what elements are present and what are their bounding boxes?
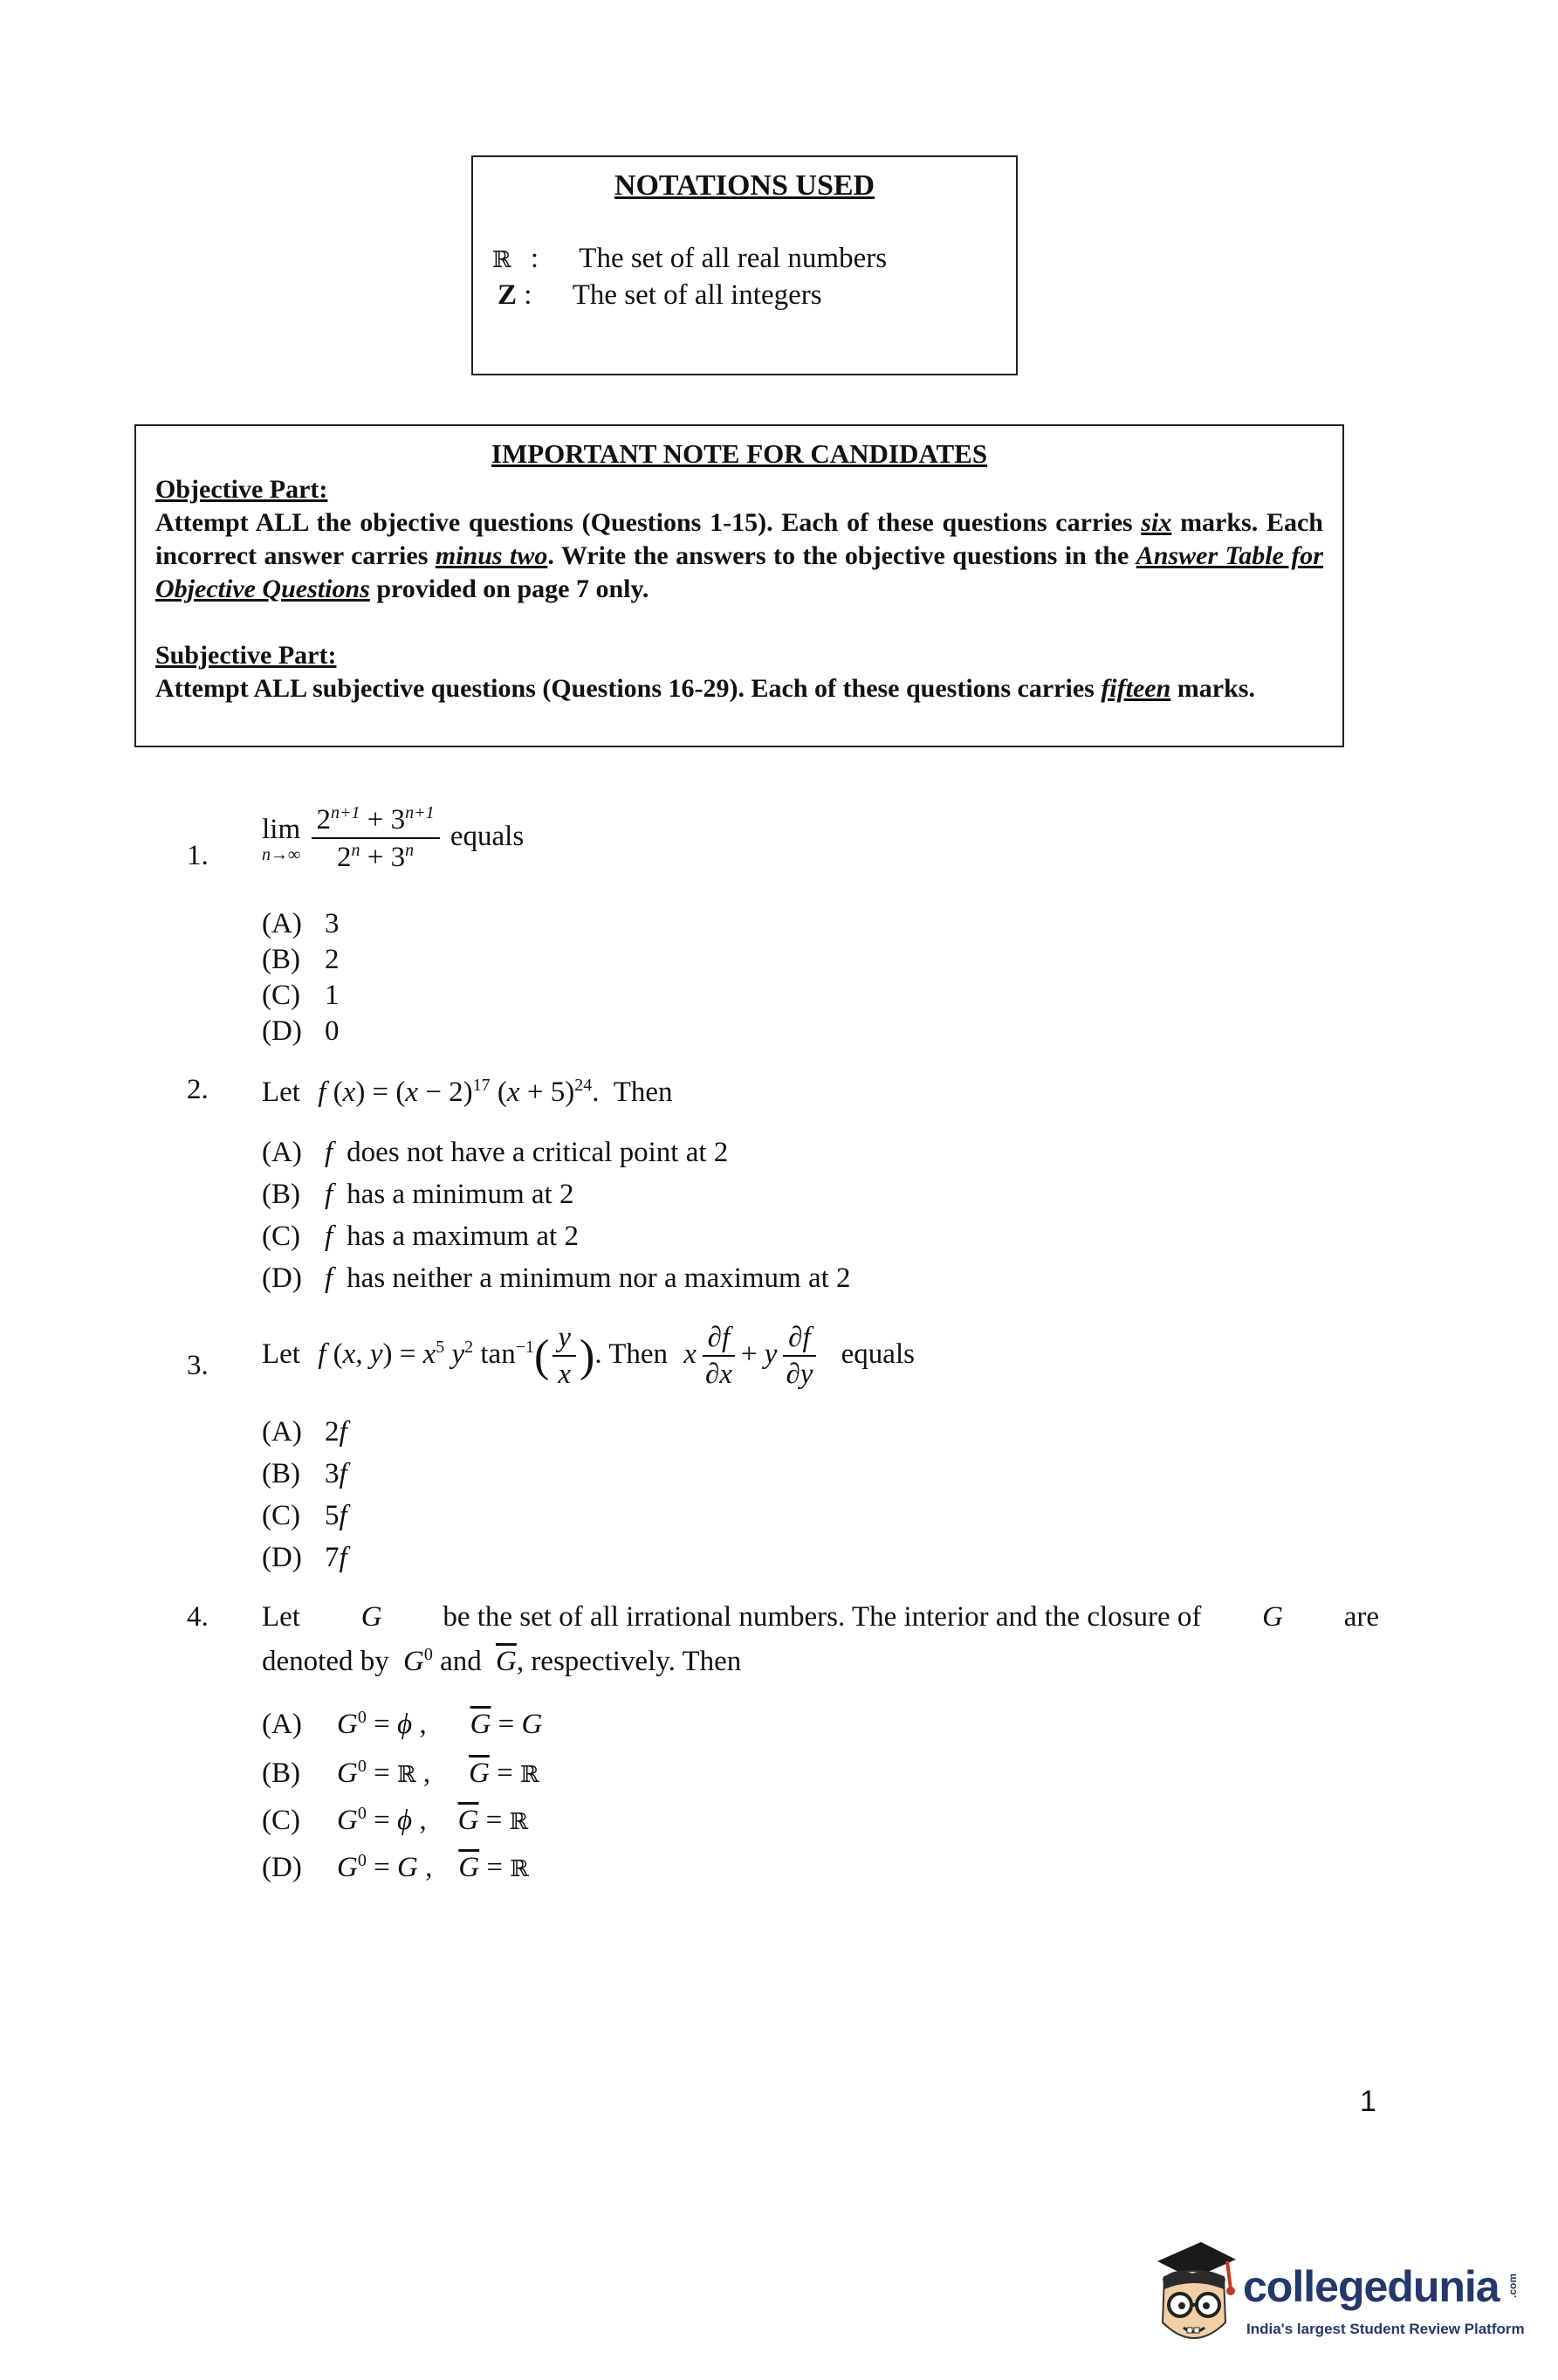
option-coefficient: 7: [325, 1542, 340, 1573]
important-note-title: IMPORTANT NOTE FOR CANDIDATES: [491, 438, 988, 469]
option-label: (C): [262, 1500, 300, 1531]
brand-tld: .com: [1507, 2273, 1519, 2299]
option-label: (A): [262, 1709, 302, 1740]
notations-box: [471, 155, 1018, 375]
notation-integers: [498, 279, 822, 312]
option-d[interactable]: (D) 7f: [262, 1542, 347, 1573]
option-text: 1: [325, 980, 340, 1011]
option-text: 2: [325, 944, 340, 975]
question-number: 4.: [187, 1601, 209, 1633]
question-4-line-1: Let G be the set of all irrational numbers. The interior and the closure of G are: [262, 1601, 1379, 1633]
subjective-heading: Subjective Part:: [155, 641, 337, 670]
question-text: denoted by: [262, 1646, 389, 1677]
option-coefficient: 5: [325, 1500, 340, 1531]
objective-heading: Objective Part:: [155, 475, 328, 504]
question-lead: Let: [262, 1077, 300, 1108]
question-tail: Then: [613, 1077, 673, 1108]
brand-name: [1243, 2261, 1500, 2312]
option-text: 0: [325, 1015, 340, 1047]
option-c[interactable]: [262, 980, 340, 1012]
option-label: (A): [262, 908, 302, 939]
objective-emphasis: minus two: [435, 541, 548, 570]
option-c[interactable]: (C) f has a maximum at 2: [262, 1221, 579, 1252]
question-4-line-2: denoted by $G^0$ and $\overline{G}$, respectively. Then: [262, 1645, 742, 1677]
question-tail: equals: [450, 820, 525, 852]
question-number: 1.: [187, 840, 209, 871]
question-text: , respectively. Then: [516, 1646, 742, 1677]
option-label: (D): [262, 1262, 302, 1294]
objective-text-part: . Write the answers to the objective questions in the: [547, 541, 1136, 570]
mascot-icon: [1140, 2235, 1245, 2357]
question-number: 2.: [187, 1074, 209, 1105]
question-2-stem: [262, 1076, 673, 1109]
function-expression: f $(x) = (x - 2)^{17}$ $(x + 5)^{24}$.: [318, 1076, 600, 1108]
question-number: 3.: [187, 1350, 209, 1381]
brand-logo: [1140, 2235, 1524, 2357]
notation-real: [492, 243, 887, 275]
option-d[interactable]: (D) $G^0 = G$ , $\overline{G}$ = ℝ: [262, 1851, 529, 1883]
objective-emphasis: six: [1141, 508, 1172, 537]
subjective-emphasis: fifteen: [1101, 674, 1171, 703]
notation-meaning: The set of all integers: [572, 279, 822, 311]
real-numbers-symbol: ℝ: [492, 247, 511, 273]
function-expression: f (x, $y) = x^5$ $y^2$ $\tan^{-1}$( $\frac{y}{x}$ ): [318, 1322, 595, 1391]
question-mid: . Then: [594, 1338, 669, 1370]
option-d[interactable]: (D) f has neither a minimum nor a maximum at 2: [262, 1262, 851, 1294]
option-label: (C): [262, 1805, 300, 1836]
integers-symbol: Z: [498, 279, 518, 311]
option-coefficient: 3: [325, 1458, 340, 1489]
brand-name-text: collegedunia: [1243, 2262, 1500, 2311]
objective-text-part: provided on page 7 only.: [369, 574, 649, 603]
derivative-expression: x $\frac{\partial f}{\partial x}$ + y $\frac{\partial f}{\partial y}$: [683, 1338, 821, 1370]
option-b[interactable]: [262, 944, 340, 976]
option-text: does not have a critical point at 2: [347, 1137, 729, 1168]
brand-tagline: India's largest Student Review Platform: [1246, 2321, 1525, 2337]
important-note-box: [134, 424, 1344, 747]
lim-subscript: n→∞: [262, 844, 301, 864]
question-lead: Let: [262, 1338, 300, 1370]
option-text: has a maximum at 2: [347, 1221, 579, 1252]
option-a[interactable]: (A) f does not have a critical point at 2: [262, 1137, 729, 1168]
option-b[interactable]: (B) 3f: [262, 1458, 347, 1489]
question-text: Let: [262, 1601, 300, 1633]
question-1-stem: [262, 803, 524, 874]
notation-sep: :: [524, 279, 532, 311]
option-a[interactable]: [262, 908, 340, 940]
question-text: be the set of all irrational numbers. The interior and the closure of: [443, 1601, 1202, 1633]
notation-meaning: The set of all real numbers: [579, 243, 888, 274]
option-label: (B): [262, 1458, 300, 1489]
option-label: (B): [262, 1757, 300, 1789]
question-3-stem: [262, 1322, 915, 1391]
option-label: (C): [262, 1221, 300, 1252]
option-label: (D): [262, 1542, 302, 1573]
option-b[interactable]: (B) f has a minimum at 2: [262, 1179, 574, 1210]
option-label: (D): [262, 1852, 302, 1883]
objective-emphasis: Answer Table for Objective Questions: [155, 541, 1323, 603]
notations-title: NOTATIONS USED: [614, 169, 875, 202]
subjective-text-part: Attempt ALL subjective questions (Questions 16-29). Each of these questions carries: [155, 674, 1102, 703]
option-label: (A): [262, 1137, 302, 1168]
question-text: are: [1343, 1601, 1379, 1633]
option-b[interactable]: (B) $G^0$ = ℝ , $\overline{G}$ = ℝ: [262, 1757, 539, 1789]
objective-text: [155, 506, 1323, 606]
option-text: has a minimum at 2: [347, 1179, 574, 1210]
option-c[interactable]: (C) $G^0 = \phi$ , $\overline{G}$ = ℝ: [262, 1804, 529, 1836]
option-label: (C): [262, 980, 300, 1011]
question-text: and: [440, 1646, 482, 1677]
option-coefficient: 2: [325, 1416, 340, 1448]
option-label: (B): [262, 944, 300, 975]
option-a[interactable]: (A) 2f: [262, 1416, 347, 1448]
option-c[interactable]: (C) 5f: [262, 1500, 347, 1531]
lim-label: lim: [262, 813, 301, 845]
option-label: (A): [262, 1416, 302, 1448]
subjective-text: [155, 672, 1323, 705]
page-number: 1: [1360, 2085, 1376, 2118]
option-text: has neither a minimum nor a maximum at 2: [347, 1262, 851, 1294]
limit-fraction: $\frac{2^{n+1} + 3^{n+1}}{2^n + 3^n}$: [312, 803, 440, 874]
option-label: (B): [262, 1179, 300, 1210]
option-text: 3: [325, 908, 340, 939]
option-a[interactable]: (A) $G^0 = \phi$ , $\overline{G} = G$: [262, 1708, 543, 1740]
question-tail: equals: [841, 1338, 915, 1370]
objective-text-part: Attempt ALL the objective questions (Questions 1-15). Each of these questions carries: [155, 508, 1142, 537]
option-label: (D): [262, 1015, 302, 1047]
subjective-text-part: marks.: [1170, 674, 1255, 703]
notation-sep: :: [530, 243, 539, 274]
objective-text-part: marks. Each incorrect answer carries: [155, 508, 1323, 570]
option-d[interactable]: [262, 1015, 340, 1048]
